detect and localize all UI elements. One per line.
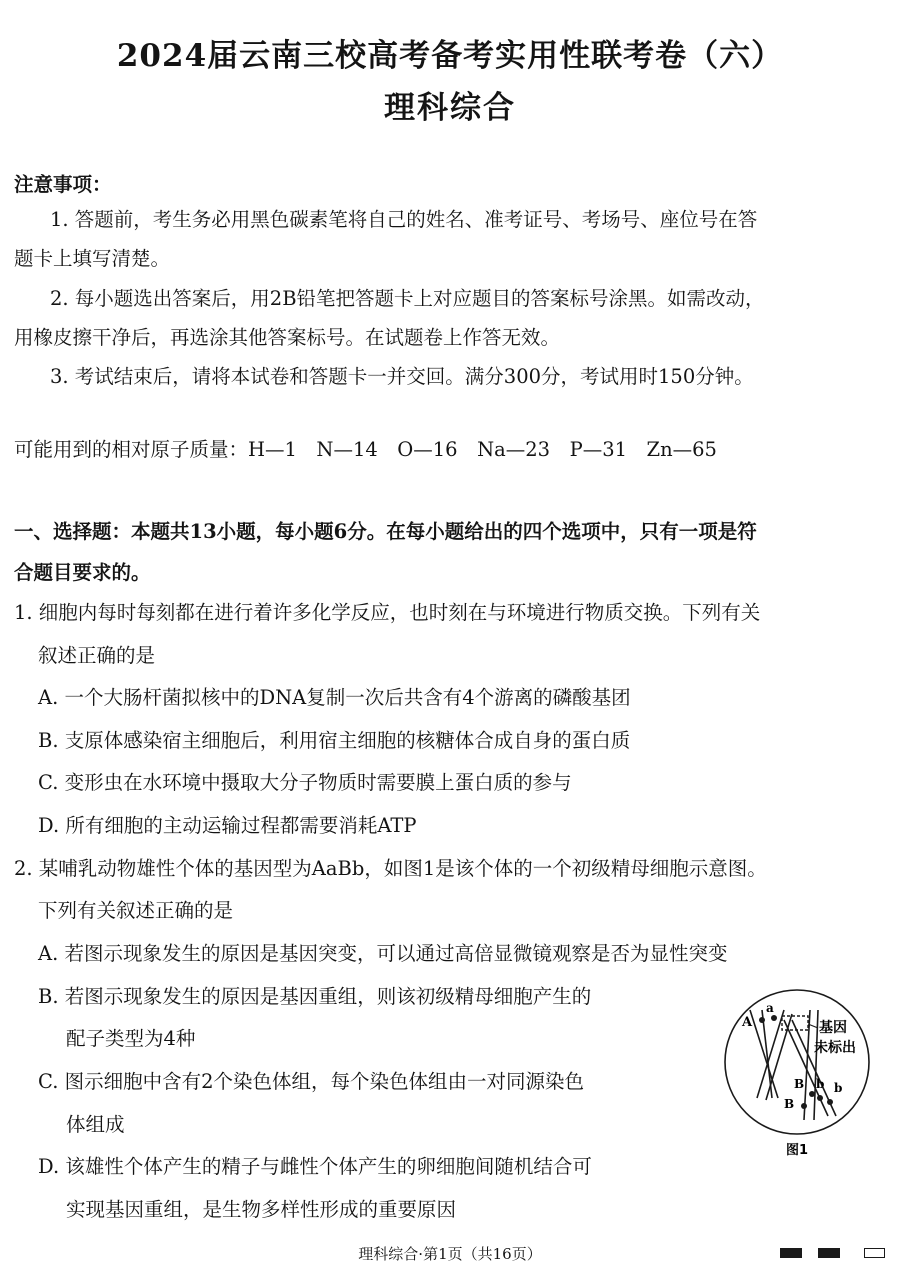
notice-item-1a: 1. 答题前，考生务必用黑色碳素笔将自己的姓名、准考证号、考场号、座位号在答 [50,208,758,231]
section-heading-2: 合题目要求的。 [14,561,151,584]
gene-note-2: 未标出 [814,1040,856,1056]
q1-option-d: D. 所有细胞的主动运输过程都需要消耗ATP [38,814,417,837]
cell-outline [725,990,869,1134]
locus-B1 [809,1091,815,1097]
registration-mark-2 [818,1248,840,1258]
registration-mark-1 [780,1248,802,1258]
q2-option-d-2: 实现基因重组，是生物多样性形成的重要原因 [66,1198,457,1221]
locus-b1 [817,1095,823,1101]
q2-option-b-1: B. 若图示现象发生的原因是基因重组，则该初级精母细胞产生的 [38,985,592,1008]
q2-option-c-1: C. 图示细胞中含有2个染色体组，每个染色体组由一对同源染色 [38,1070,585,1093]
locus-B2 [801,1103,807,1109]
notice-item-3: 3. 考试结束后，请将本试卷和答题卡一并交回。满分300分，考试用时150分钟。 [50,365,754,388]
q2-option-b-2: 配子类型为4种 [66,1027,196,1050]
atomic-masses: 可能用到的相对原子质量：H—1 N—14 O—16 Na—23 P—31 Zn—65 [14,438,717,461]
q1-option-b: B. 支原体感染宿主细胞后，利用宿主细胞的核糖体合成自身的蛋白质 [38,729,631,752]
locus-b2 [827,1099,833,1105]
exam-title: 2024届云南三校高考备考实用性联考卷（六） [116,38,784,74]
q1-stem-2: 叙述正确的是 [38,644,156,667]
q1-option-c: C. 变形虫在水环境中摄取大分子物质时需要膜上蛋白质的参与 [38,771,572,794]
q2-stem-1: 2. 某哺乳动物雄性个体的基因型为AaBb，如图1是该个体的一个初级精母细胞示意图。 [14,857,767,880]
notice-item-1b: 题卡上填写清楚。 [14,247,171,270]
page-footer: 理科综合·第1页（共16页） [358,1245,542,1263]
locus-a [771,1015,777,1021]
registration-mark-3 [864,1248,885,1258]
q2-option-a: A. 若图示现象发生的原因是基因突变，可以通过高倍显微镜观察是否为显性突变 [38,942,728,965]
label-a: a [766,1001,774,1015]
q1-stem-1: 1. 细胞内每时每刻都在进行着许多化学反应，也时刻在与环境进行物质交换。下列有关 [14,601,761,624]
section-heading-1: 一、选择题：本题共13小题，每小题6分。在每小题给出的四个选项中，只有一项是符 [14,520,757,543]
label-b2: b [834,1081,843,1095]
label-B2: B [784,1097,795,1111]
q1-option-a: A. 一个大肠杆菌拟核中的DNA复制一次后共含有4个游离的磷酸基团 [38,686,631,709]
figure-1-cell-diagram [722,980,872,1160]
q2-stem-2: 下列有关叙述正确的是 [38,899,234,922]
q2-option-c-2: 体组成 [66,1113,125,1136]
exam-subject: 理科综合 [384,90,516,126]
label-b1: b [816,1077,825,1091]
label-A: A [742,1015,753,1030]
notice-item-2a: 2. 每小题选出答案后，用2B铅笔把答题卡上对应题目的答案标号涂黑。如需改动， [50,287,765,310]
label-B1: B [794,1077,805,1091]
gene-note-1: 基因 [819,1020,847,1036]
locus-A [759,1017,765,1023]
notice-heading: 注意事项： [14,173,112,196]
figure-caption: 图1 [786,1143,809,1158]
notice-item-2b: 用橡皮擦干净后，再选涂其他答案标号。在试题卷上作答无效。 [14,326,561,349]
q2-option-d-1: D. 该雄性个体产生的精子与雌性个体产生的卵细胞间随机结合可 [38,1155,592,1178]
